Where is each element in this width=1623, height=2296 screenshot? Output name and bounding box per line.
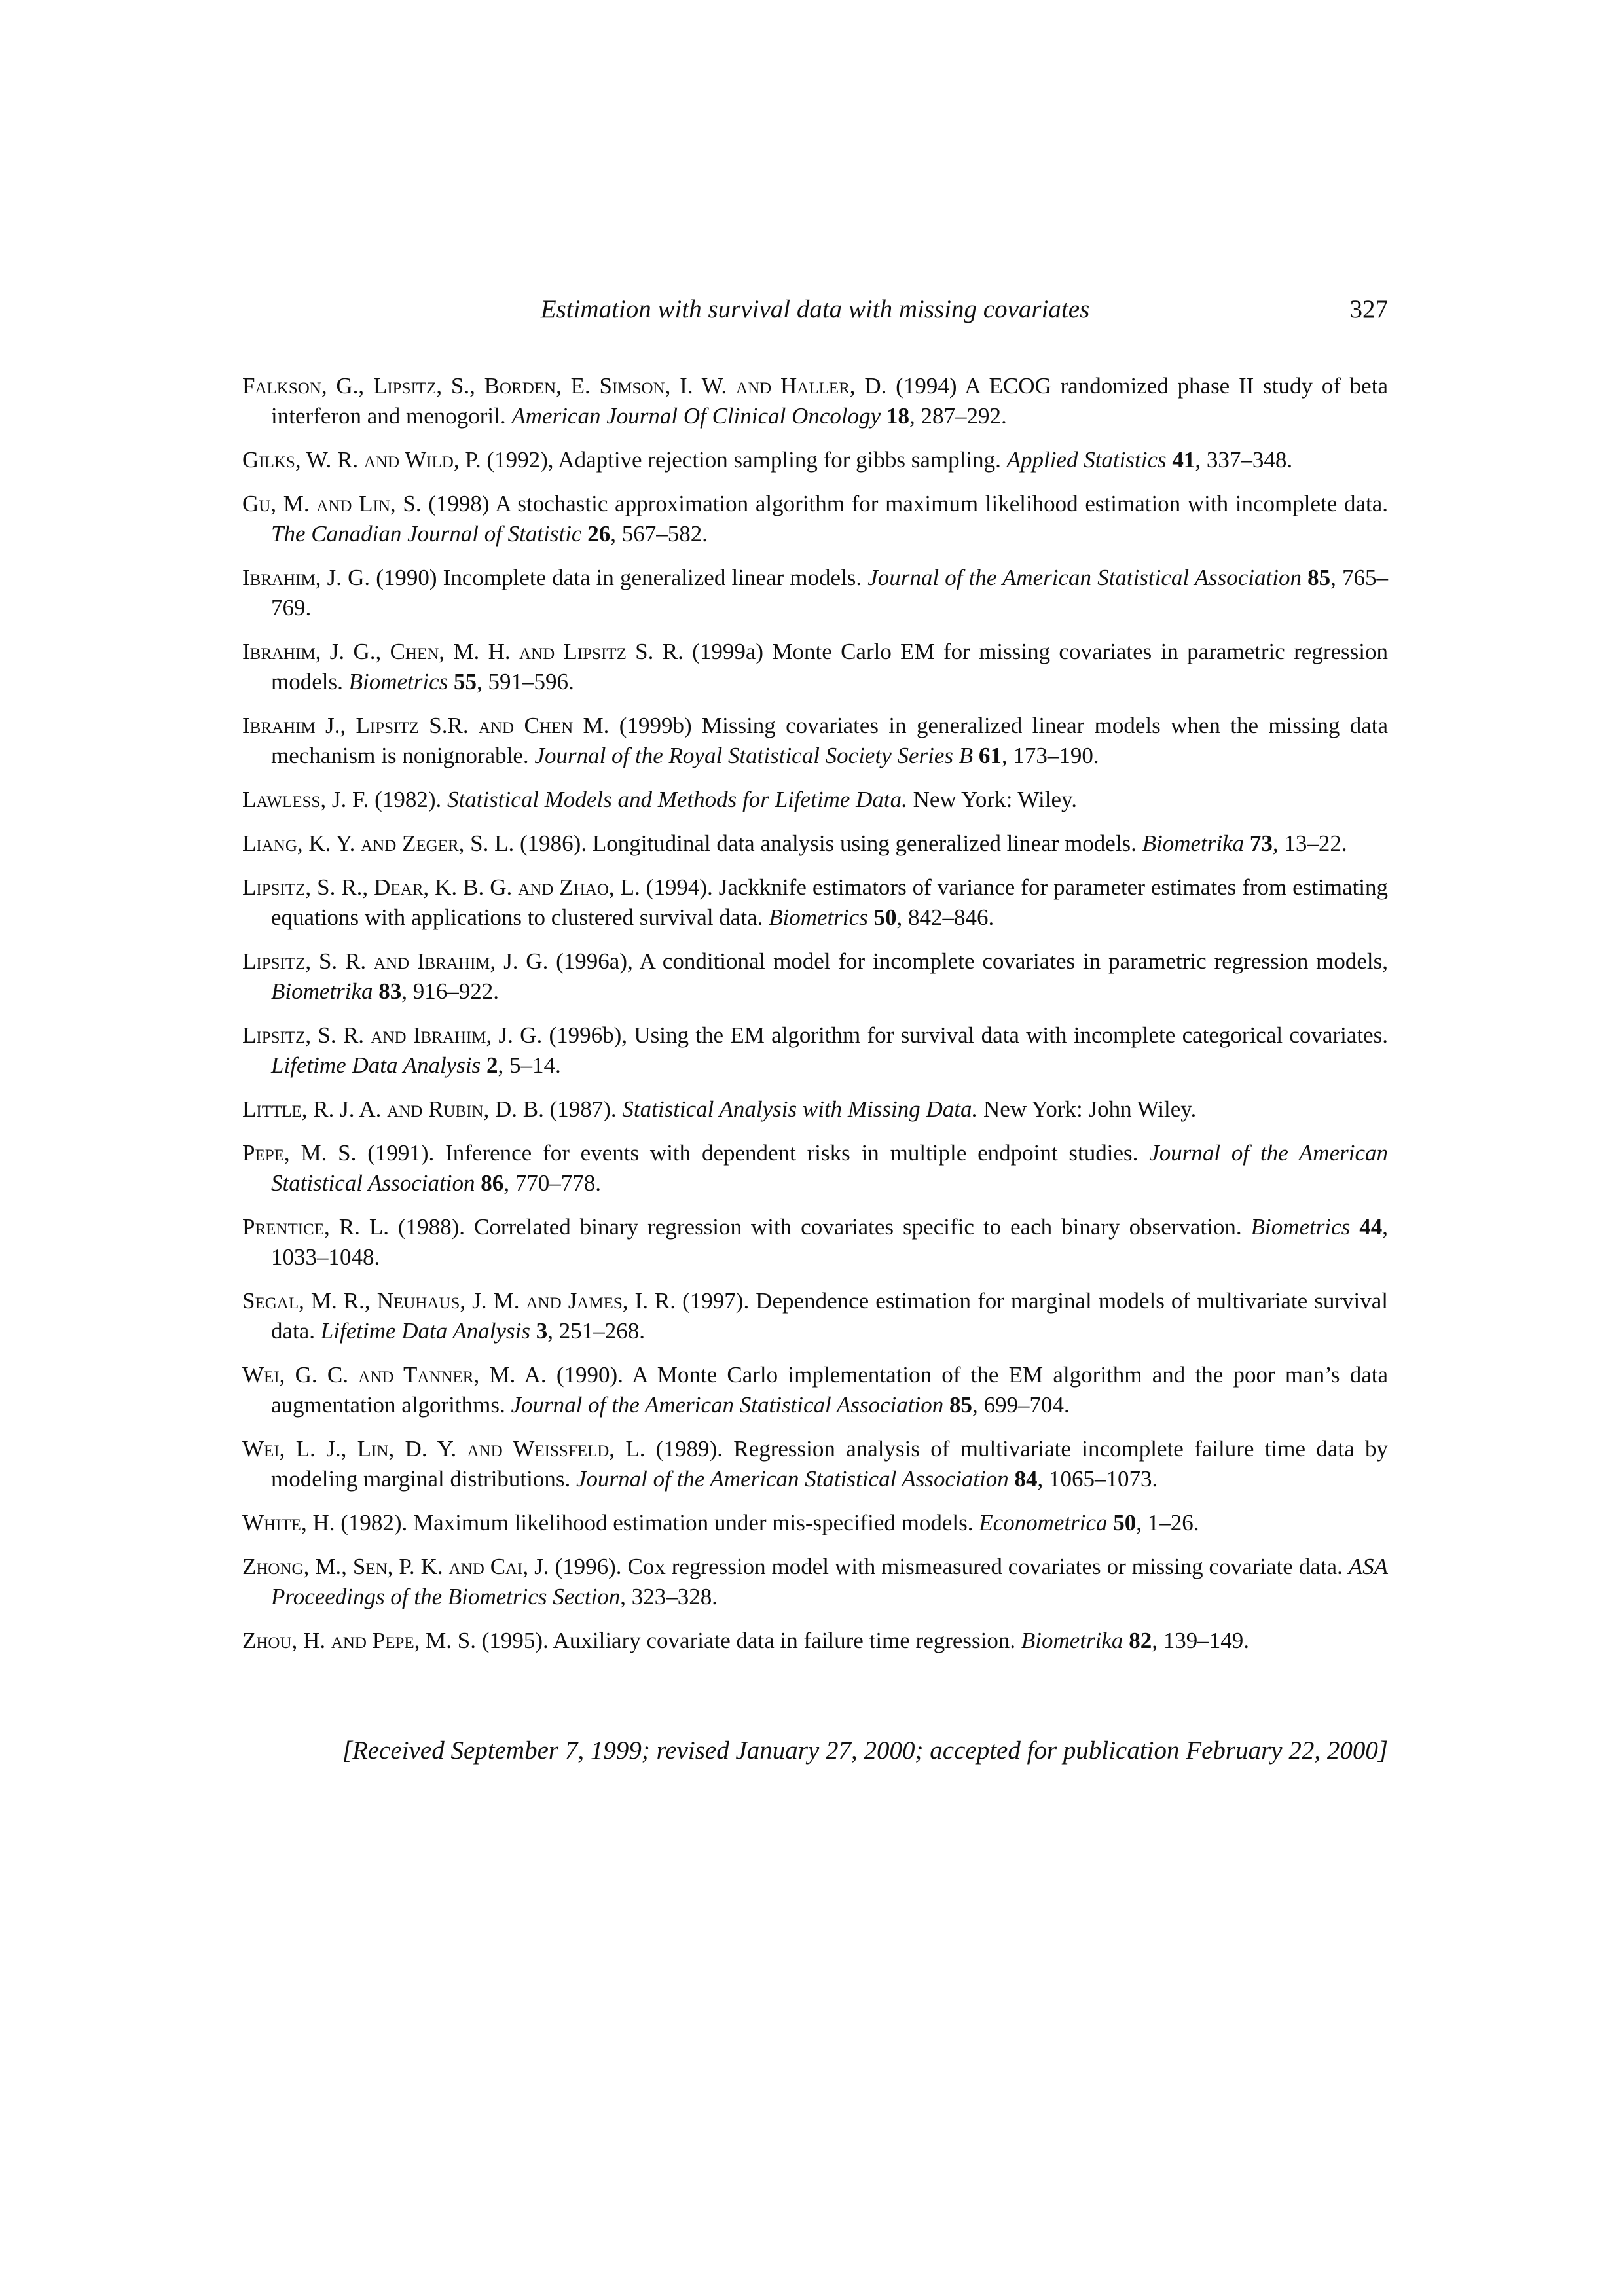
- reference-pages: , 916–922.: [401, 978, 500, 1004]
- reference-journal: Lifetime Data Analysis: [320, 1318, 530, 1344]
- reference-journal: Lifetime Data Analysis: [271, 1052, 481, 1078]
- reference-authors: Falkson, G., Lipsitz, S., Borden, E. Simson, I. W. and Haller, D.: [242, 373, 887, 399]
- reference-title: (1999b) Missing covariates in generalized linear models when the missing data mechanism is nonignorable.: [271, 713, 1388, 768]
- reference-authors: Wei, G. C. and Tanner, M. A.: [242, 1362, 547, 1388]
- reference-pages: , 765–769.: [271, 565, 1388, 620]
- reference-volume: 26: [587, 521, 611, 547]
- reference-entry: [242, 946, 1388, 1007]
- reference-pages: , 567–582.: [610, 521, 708, 547]
- reference-pages: , 1033–1048.: [271, 1214, 1388, 1270]
- reference-journal: Biometrics: [1250, 1214, 1351, 1240]
- reference-title: (1996a), A conditional model for incomplete covariates in parametric regression models,: [548, 948, 1388, 974]
- reference-volume: 82: [1129, 1628, 1152, 1653]
- reference-pages: , 1065–1073.: [1037, 1466, 1158, 1492]
- reference-pages: , 323–328.: [620, 1584, 718, 1609]
- reference-pages: , 591–596.: [477, 669, 574, 694]
- running-head: [242, 293, 1388, 332]
- reference-volume: 44: [1359, 1214, 1383, 1240]
- reference-pages: , 1–26.: [1136, 1510, 1199, 1535]
- reference-entry: [242, 1434, 1388, 1494]
- reference-pages: , 842–846.: [896, 905, 994, 930]
- reference-volume: 84: [1014, 1466, 1038, 1492]
- reference-journal: Statistical Analysis with Missing Data.: [622, 1096, 978, 1122]
- reference-journal: Biometrika: [1021, 1628, 1123, 1653]
- reference-authors: Prentice, R. L.: [242, 1214, 389, 1240]
- reference-title: (1988). Correlated binary regression with covariates specific to each binary observation.: [388, 1214, 1251, 1240]
- reference-entry: [242, 489, 1388, 549]
- reference-journal: Biometrika: [271, 978, 373, 1004]
- reference-authors: Lipsitz, S. R., Dear, K. B. G. and Zhao, L.: [242, 874, 640, 900]
- reference-title: (1999a) Monte Carlo EM for missing covariates in parametric regression models.: [271, 639, 1388, 694]
- reference-separator: [530, 1318, 536, 1344]
- reference-entry: [242, 1508, 1388, 1538]
- reference-separator: [1244, 831, 1250, 856]
- reference-pages: , 13–22.: [1272, 831, 1347, 856]
- reference-title: (1996b), Using the EM algorithm for survival data with incomplete categorical covariates.: [542, 1022, 1388, 1048]
- reference-authors: Little, R. J. A. and Rubin, D. B.: [242, 1096, 544, 1122]
- reference-pages: New York: Wiley.: [907, 787, 1078, 812]
- reference-title: (1986). Longitudinal data analysis using generalized linear models.: [514, 831, 1142, 856]
- reference-entry: [242, 1552, 1388, 1612]
- reference-journal: Journal of the Royal Statistical Society Series B: [534, 743, 974, 768]
- reference-title: (1997). Dependence estimation for marginal models of multivariate survival data.: [271, 1288, 1388, 1344]
- reference-entry: [242, 563, 1388, 623]
- received-dates: [Received September 7, 1999; revised January 27, 2000; accepted for publication February 22, 2000]: [342, 1736, 1388, 1765]
- reference-volume: 83: [378, 978, 402, 1004]
- reference-pages: , 699–704.: [972, 1392, 1070, 1418]
- reference-volume: 73: [1249, 831, 1273, 856]
- reference-journal: The Canadian Journal of Statistic: [271, 521, 582, 547]
- reference-authors: Zhou, H. and Pepe, M. S.: [242, 1628, 476, 1653]
- reference-entry: [242, 1212, 1388, 1272]
- reference-separator: [943, 1392, 949, 1418]
- reference-entry: [242, 1138, 1388, 1198]
- reference-authors: Liang, K. Y. and Zeger, S. L.: [242, 831, 515, 856]
- reference-volume: 50: [1113, 1510, 1137, 1535]
- reference-separator: [1123, 1628, 1129, 1653]
- reference-title: (1990) Incomplete data in generalized linear models.: [370, 565, 868, 590]
- reference-journal: Journal of the American Statistical Association: [576, 1466, 1009, 1492]
- reference-entry: [242, 785, 1388, 815]
- reference-authors: Lipsitz, S. R. and Ibrahim, J. G.: [242, 948, 549, 974]
- reference-entry: [242, 1094, 1388, 1124]
- reference-separator: [448, 669, 454, 694]
- reference-pages: , 5–14.: [498, 1052, 561, 1078]
- reference-separator: [373, 978, 379, 1004]
- reference-separator: [1350, 1214, 1359, 1240]
- reference-title: (1998) A stochastic approximation algorithm for maximum likelihood estimation with incomplete data.: [421, 491, 1388, 516]
- reference-authors: Ibrahim J., Lipsitz S.R. and Chen M.: [242, 713, 610, 738]
- reference-entry: [242, 1360, 1388, 1420]
- reference-authors: Ibrahim, J. G., Chen, M. H. and Lipsitz S. R.: [242, 639, 684, 664]
- reference-volume: 3: [536, 1318, 548, 1344]
- reference-volume: 61: [978, 743, 1002, 768]
- reference-entry: [242, 637, 1388, 697]
- reference-pages: , 337–348.: [1195, 447, 1293, 473]
- reference-journal: Journal of the American Statistical Association: [271, 1140, 1388, 1196]
- reference-entry: [242, 829, 1388, 859]
- reference-volume: 85: [1307, 565, 1331, 590]
- reference-separator: [475, 1170, 481, 1196]
- reference-journal: Applied Statistics: [1006, 447, 1167, 473]
- reference-authors: Zhong, M., Sen, P. K. and Cai, J.: [242, 1554, 549, 1579]
- page-number: 327: [1349, 295, 1388, 323]
- reference-authors: Gilks, W. R. and Wild, P.: [242, 447, 481, 473]
- reference-title: (1982).: [369, 787, 447, 812]
- reference-authors: Lawless, J. F.: [242, 787, 369, 812]
- reference-journal: Biometrics: [769, 905, 868, 930]
- reference-separator: [973, 743, 979, 768]
- reference-entry: [242, 872, 1388, 933]
- reference-volume: 55: [454, 669, 477, 694]
- reference-journal: American Journal Of Clinical Oncology: [511, 403, 881, 429]
- reference-title: (1989). Regression analysis of multivariate incomplete failure time data by modeling marginal distributions.: [271, 1436, 1388, 1492]
- reference-entry: [242, 1286, 1388, 1346]
- reference-journal: Journal of the American Statistical Association: [867, 565, 1302, 590]
- reference-authors: Gu, M. and Lin, S.: [242, 491, 422, 516]
- reference-title: (1992), Adaptive rejection sampling for gibbs sampling.: [481, 447, 1007, 473]
- reference-separator: [581, 521, 587, 547]
- reference-separator: [1009, 1466, 1015, 1492]
- reference-volume: 2: [486, 1052, 498, 1078]
- reference-entry: [242, 445, 1388, 475]
- reference-title: (1994). Jackknife estimators of variance for parameter estimates from estimating equations with applications to clustered survival data.: [271, 874, 1388, 930]
- reference-pages: , 139–149.: [1152, 1628, 1249, 1653]
- reference-pages: , 770–778.: [503, 1170, 601, 1196]
- reference-entry: [242, 1020, 1388, 1081]
- reference-separator: [881, 403, 886, 429]
- reference-journal: Biometrika: [1142, 831, 1245, 856]
- reference-title: (1982). Maximum likelihood estimation under mis-specified models.: [335, 1510, 979, 1535]
- reference-title: (1987).: [543, 1096, 623, 1122]
- reference-authors: Lipsitz, S. R. and Ibrahim, J. G.: [242, 1022, 543, 1048]
- reference-journal: Econometrica: [979, 1510, 1108, 1535]
- reference-authors: Ibrahim, J. G.: [242, 565, 371, 590]
- reference-separator: [1108, 1510, 1114, 1535]
- reference-title: (1991). Inference for events with dependent risks in multiple endpoint studies.: [356, 1140, 1150, 1166]
- reference-authors: Wei, L. J., Lin, D. Y. and Weissfeld, L.: [242, 1436, 646, 1462]
- reference-journal: Statistical Models and Methods for Lifetime Data.: [447, 787, 907, 812]
- reference-title: (1995). Auxiliary covariate data in failure time regression.: [475, 1628, 1021, 1653]
- reference-title: (1994) A ECOG randomized phase II study of beta interferon and menogoril.: [271, 373, 1388, 429]
- reference-volume: 18: [886, 403, 909, 429]
- reference-entry: [242, 1626, 1388, 1656]
- reference-authors: White, H.: [242, 1510, 335, 1535]
- reference-title: (1990). A Monte Carlo implementation of the EM algorithm and the poor man’s data augmentation algorithms.: [271, 1362, 1388, 1418]
- reference-volume: 86: [481, 1170, 504, 1196]
- reference-pages: New York: John Wiley.: [977, 1096, 1197, 1122]
- reference-journal: Biometrics: [348, 669, 448, 694]
- reference-pages: , 287–292.: [909, 403, 1007, 429]
- reference-entry: [242, 371, 1388, 431]
- reference-entry: [242, 711, 1388, 771]
- running-title: Estimation with survival data with missing covariates: [540, 295, 1090, 323]
- reference-separator: [1302, 565, 1307, 590]
- reference-list: [242, 371, 1388, 1670]
- reference-title: (1996). Cox regression model with mismeasured covariates or missing covariate data.: [549, 1554, 1349, 1579]
- reference-volume: 41: [1172, 447, 1195, 473]
- reference-volume: 85: [949, 1392, 972, 1418]
- reference-journal: ASA Proceedings of the Biometrics Section: [271, 1554, 1388, 1609]
- reference-volume: 50: [873, 905, 897, 930]
- reference-authors: Segal, M. R., Neuhaus, J. M. and James, I. R.: [242, 1288, 676, 1314]
- reference-pages: , 251–268.: [547, 1318, 645, 1344]
- reference-separator: [481, 1052, 486, 1078]
- reference-pages: , 173–190.: [1001, 743, 1099, 768]
- reference-journal: Journal of the American Statistical Association: [511, 1392, 944, 1418]
- reference-authors: Pepe, M. S.: [242, 1140, 357, 1166]
